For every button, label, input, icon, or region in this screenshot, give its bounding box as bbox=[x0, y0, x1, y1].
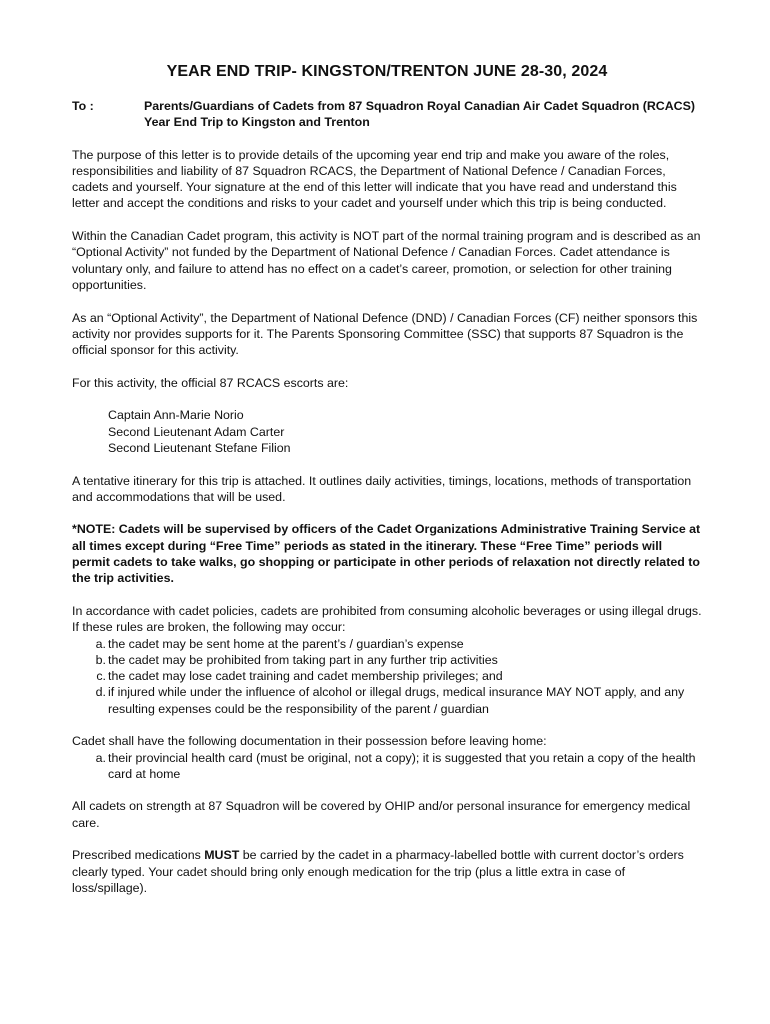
supervision-note: *NOTE: Cadets will be supervised by officers of the Cadet Organizations Administrative Training Service at all times except during “Free Time” periods as stated in the itinerary. These “Free Time” periods will permit cadets to take walks, go shopping or participate in other periods of relaxation not directly related to the trip activities. bbox=[72, 522, 701, 586]
documentation-paragraph: Cadet shall have the following documentation in their possession before leaving home: bbox=[72, 734, 547, 749]
list-item: a. the cadet may be sent home at the parent’s / guardian’s expense bbox=[95, 636, 464, 651]
policies-paragraph: In accordance with cadet policies, cadets are prohibited from consuming alcoholic beverages or using illegal drugs. If these rules are broken, the following may occur: bbox=[72, 603, 702, 635]
escorts-list bbox=[108, 407, 702, 456]
itinerary-paragraph: A tentative itinerary for this trip is attached. It outlines daily activities, timings, locations, methods of transportation and accommodations that will be used. bbox=[72, 473, 692, 504]
purpose-paragraph: The purpose of this letter is to provide details of the upcoming year end trip and make you aware of the roles, responsibilities and liability of 87 Squadron RCACS, the Department of National Defence / Canadian Forces, cadets and yourself. Your signature at the end of this letter will indicate that you have read and understand this letter and accept the conditions and risks to your cadet and yourself under which this trip is being conducted. bbox=[72, 147, 677, 211]
list-item: a. their provincial health card (must be original, not a copy); it is suggested that you retain a copy of the health card at home bbox=[95, 750, 696, 781]
escort-name: Captain Ann-Marie Norio bbox=[108, 408, 244, 423]
escorts-intro: For this activity, the official 87 RCACS escorts are: bbox=[72, 375, 349, 390]
ohip-paragraph: All cadets on strength at 87 Squadron will be covered by OHIP and/or personal insurance for emergency medical care. bbox=[72, 799, 691, 830]
list-item: b. the cadet may be prohibited from taking part in any further trip activities bbox=[95, 652, 498, 667]
optional-activity-paragraph: As an “Optional Activity”, the Department of National Defence (DND) / Canadian Forces (CF) neither sponsors this activity nor provides supports for it. The Parents Sponsoring Committee (SSC) that supports 87 Squadron is the official sponsor for this activity. bbox=[72, 310, 698, 358]
addressee-text: Parents/Guardians of Cadets from 87 Squadron Royal Canadian Air Cadet Squadron (RCACS) Year End Trip to Kingston and Trenton bbox=[144, 99, 696, 130]
program-paragraph: Within the Canadian Cadet program, this activity is NOT part of the normal training program and is described as an “Optional Activity” not funded by the Department of National Defence / Canadian Forces. Cadet attendance is voluntary only, and failure to attend has no effect on a cadet’s career, promotion, or selection for other training opportunities. bbox=[72, 229, 701, 292]
consequences-list bbox=[72, 636, 702, 717]
addressee-label: To : bbox=[72, 99, 94, 113]
medications-paragraph: Prescribed medications MUST be carried by the cadet in a pharmacy-labelled bottle with current doctor’s orders clearly typed. Your cadet should bring only enough medication for the trip (plus a little extra in case of loss/spillage). bbox=[72, 848, 684, 895]
escort-name: Second Lieutenant Adam Carter bbox=[108, 424, 285, 439]
escort-name: Second Lieutenant Stefane Filion bbox=[108, 440, 291, 455]
list-item: d. if injured while under the influence of alcohol or illegal drugs, medical insurance MAY NOT apply, and any resulting expenses could be the responsibility of the parent / guardian bbox=[95, 685, 685, 716]
list-item: c. the cadet may lose cadet training and cadet membership privileges; and bbox=[96, 669, 503, 684]
letter-page bbox=[72, 62, 702, 913]
must-emphasis: MUST bbox=[204, 848, 240, 863]
documents-list bbox=[72, 750, 702, 783]
addressee-row bbox=[72, 98, 702, 131]
page-title: YEAR END TRIP- KINGSTON/TRENTON JUNE 28-30, 2024 bbox=[166, 63, 608, 80]
